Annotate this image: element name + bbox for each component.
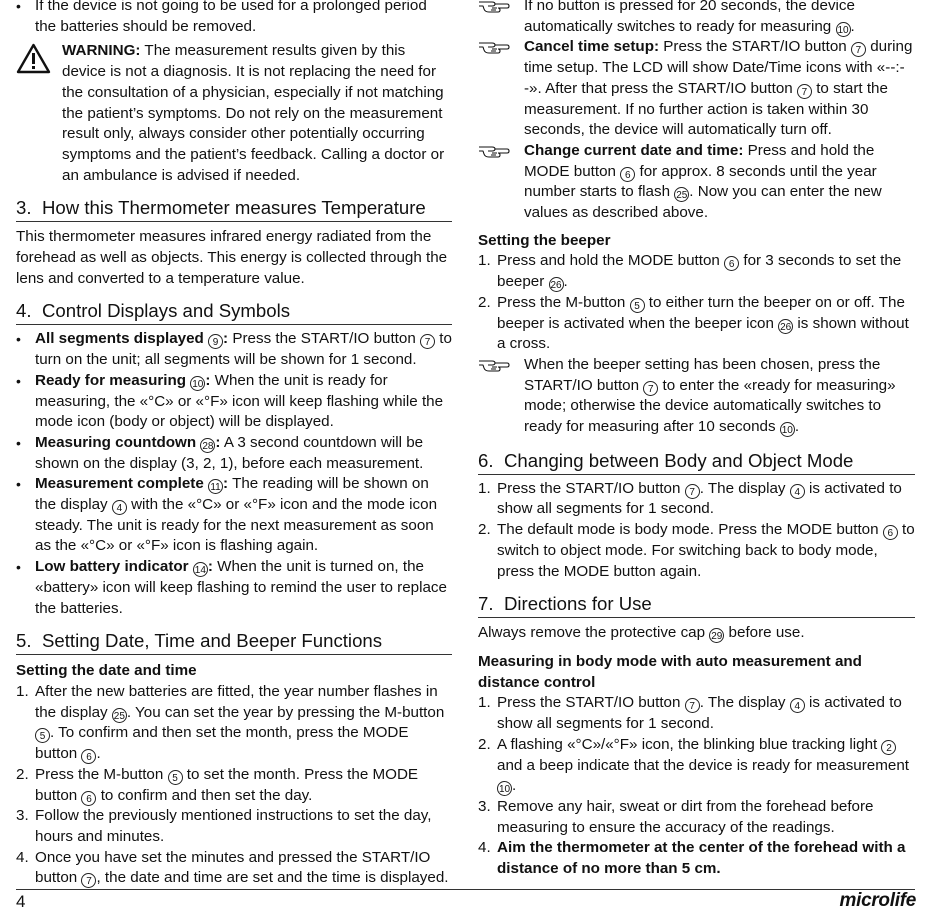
note-auto-ready: If no button is pressed for 20 seconds, the device automatically switches to ready for measuring 10 . bbox=[478, 0, 915, 37]
page-number: 4 bbox=[16, 892, 26, 911]
list-item: • Low battery indicator 14 : When the unit is turned on, the «battery» icon will keep flashing to remind the user to replace the batteries. bbox=[16, 557, 452, 619]
warning-icon bbox=[16, 43, 51, 74]
footer-divider bbox=[16, 889, 915, 890]
list-item: 1. Press the START/IO button 7 . The display 4 is activated to show all segments for 1 second. bbox=[478, 479, 902, 518]
list-item: 3. Remove any hair, sweat or dirt from the forehead before measuring to ensure the accuracy of the readings. bbox=[478, 797, 874, 836]
warning-label: WARNING: bbox=[62, 42, 141, 60]
list-item: • Measuring countdown 28 : A 3 second countdown will be shown on the display (3, 2, 1), before each measurement. bbox=[16, 433, 452, 474]
list-item: 2. A flashing «°C»/«°F» icon, the blinking blue tracking light 2 and a beep indicate that the device is ready for measurement 10 . bbox=[478, 735, 909, 796]
subheading-beeper: Setting the beeper bbox=[478, 231, 611, 249]
list-item: 3. Follow the previously mentioned instructions to set the day, hours and minutes. bbox=[16, 807, 432, 845]
note-change-date-time: Change current date and time: Press and hold the MODE button 6 for approx. 8 seconds until the year number starts to flash 25 . Now you can enter the new values as described above. bbox=[478, 141, 915, 224]
body-mode-steps bbox=[478, 693, 915, 879]
symbols-list bbox=[16, 329, 452, 619]
section-3-heading: 3. How this Thermometer measures Temperature bbox=[16, 196, 452, 222]
subheading-date-time: Setting the date and time bbox=[16, 662, 197, 680]
protective-cap-text: Always remove the protective cap 29 before use. bbox=[478, 624, 805, 643]
note-beeper: When the beeper setting has been chosen, press the START/IO button 7 to enter the «ready for measuring» mode; otherwise the device automatically switches to ready for measuring after 10 seconds 10 . bbox=[478, 355, 915, 438]
list-item: • Ready for measuring 10 : When the unit is ready for measuring, the «°C» or «°F» icon will keep flashing while the mode icon (body or object) will be displayed. bbox=[16, 371, 452, 433]
list-item: 1. Press the START/IO button 7 . The display 4 is activated to show all segments for 1 second. bbox=[478, 694, 902, 733]
right-column bbox=[478, 0, 915, 880]
pointing-hand-icon bbox=[478, 357, 510, 373]
subheading-body-mode: Measuring in body mode with auto measurement and distance control bbox=[478, 652, 862, 691]
note-cancel-time-setup: Cancel time setup: Press the START/IO button 7 during time setup. The LCD will show Date/Time icons with «--:--». After that press the START/IO button 7 to start the measurement. If no further action is taken within 30 seconds, the device will automatically turn off. bbox=[478, 37, 915, 141]
section-6-heading: 6. Changing between Body and Object Mode bbox=[478, 449, 915, 475]
list-item: 4. Once you have set the minutes and pressed the START/IO button 7 , the date and time are set and the time is displayed. bbox=[16, 848, 449, 888]
section-5-heading: 5. Setting Date, Time and Beeper Functions bbox=[16, 629, 452, 655]
list-item: 4. Aim the thermometer at the center of the forehead with a distance of no more than 5 cm. bbox=[478, 839, 906, 878]
list-item: • All segments displayed 9 : Press the START/IO button 7 to turn on the unit; all segments will be shown for 1 second. bbox=[16, 329, 452, 370]
list-item: 2. Press the M-button 5 to set the month. Press the MODE button 6 to confirm and then set the day. bbox=[16, 765, 419, 805]
mode-steps bbox=[478, 479, 915, 583]
pointing-hand-icon bbox=[478, 39, 510, 55]
warning-block bbox=[16, 41, 452, 186]
beeper-steps bbox=[478, 251, 915, 355]
section-7-heading: 7. Directions for Use bbox=[478, 592, 915, 618]
section-4-heading: 4. Control Displays and Symbols bbox=[16, 299, 452, 325]
list-item: 2. Press the M-button 5 to either turn the beeper on or off. The beeper is activated when the beeper icon 26 is shown without a cross. bbox=[478, 293, 909, 353]
left-column bbox=[16, 0, 452, 889]
list-item: 1. After the new batteries are fitted, the year number flashes in the display 25 . You can set the year by pressing the M-button 5 . To confirm and then set the month, press the MODE button 6 . bbox=[16, 682, 445, 764]
battery-removal-bullet: • If the device is not going to be used for a prolonged period the batteries should be removed. bbox=[16, 0, 452, 37]
date-time-steps bbox=[16, 682, 452, 889]
brand-logo: microlife bbox=[839, 890, 916, 911]
list-item: • Measurement complete 11 : The reading will be shown on the display 4 with the «°C» or «°F» icon and the mode icon steady. The unit is ready for the next measurement as soon as the «°C» or «°F» icon is flashing again. bbox=[16, 474, 452, 557]
list-item: 2. The default mode is body mode. Press the MODE button 6 to switch to object mode. For switching back to body mode, press the MODE button again. bbox=[478, 521, 915, 580]
warning-text: WARNING: The measurement results given by this device is not a diagnosis. It is not replacing the need for the consultation of a physician, especially if not matching the patient’s symptoms. Do not rely on the measurement result only, always consider other potentially occurring symptoms and the patient’s feedback. Calling a doctor or an ambulance is advised if needed. bbox=[62, 42, 445, 184]
section-3-text: This thermometer measures infrared energy radiated from the forehead as well as objects. This energy is collected through the lens and converted to a temperature value. bbox=[16, 228, 448, 287]
pointing-hand-icon bbox=[478, 0, 510, 14]
pointing-hand-icon bbox=[478, 143, 510, 159]
list-item: 1. Press and hold the MODE button 6 for 3 seconds to set the beeper 26 . bbox=[478, 252, 902, 292]
